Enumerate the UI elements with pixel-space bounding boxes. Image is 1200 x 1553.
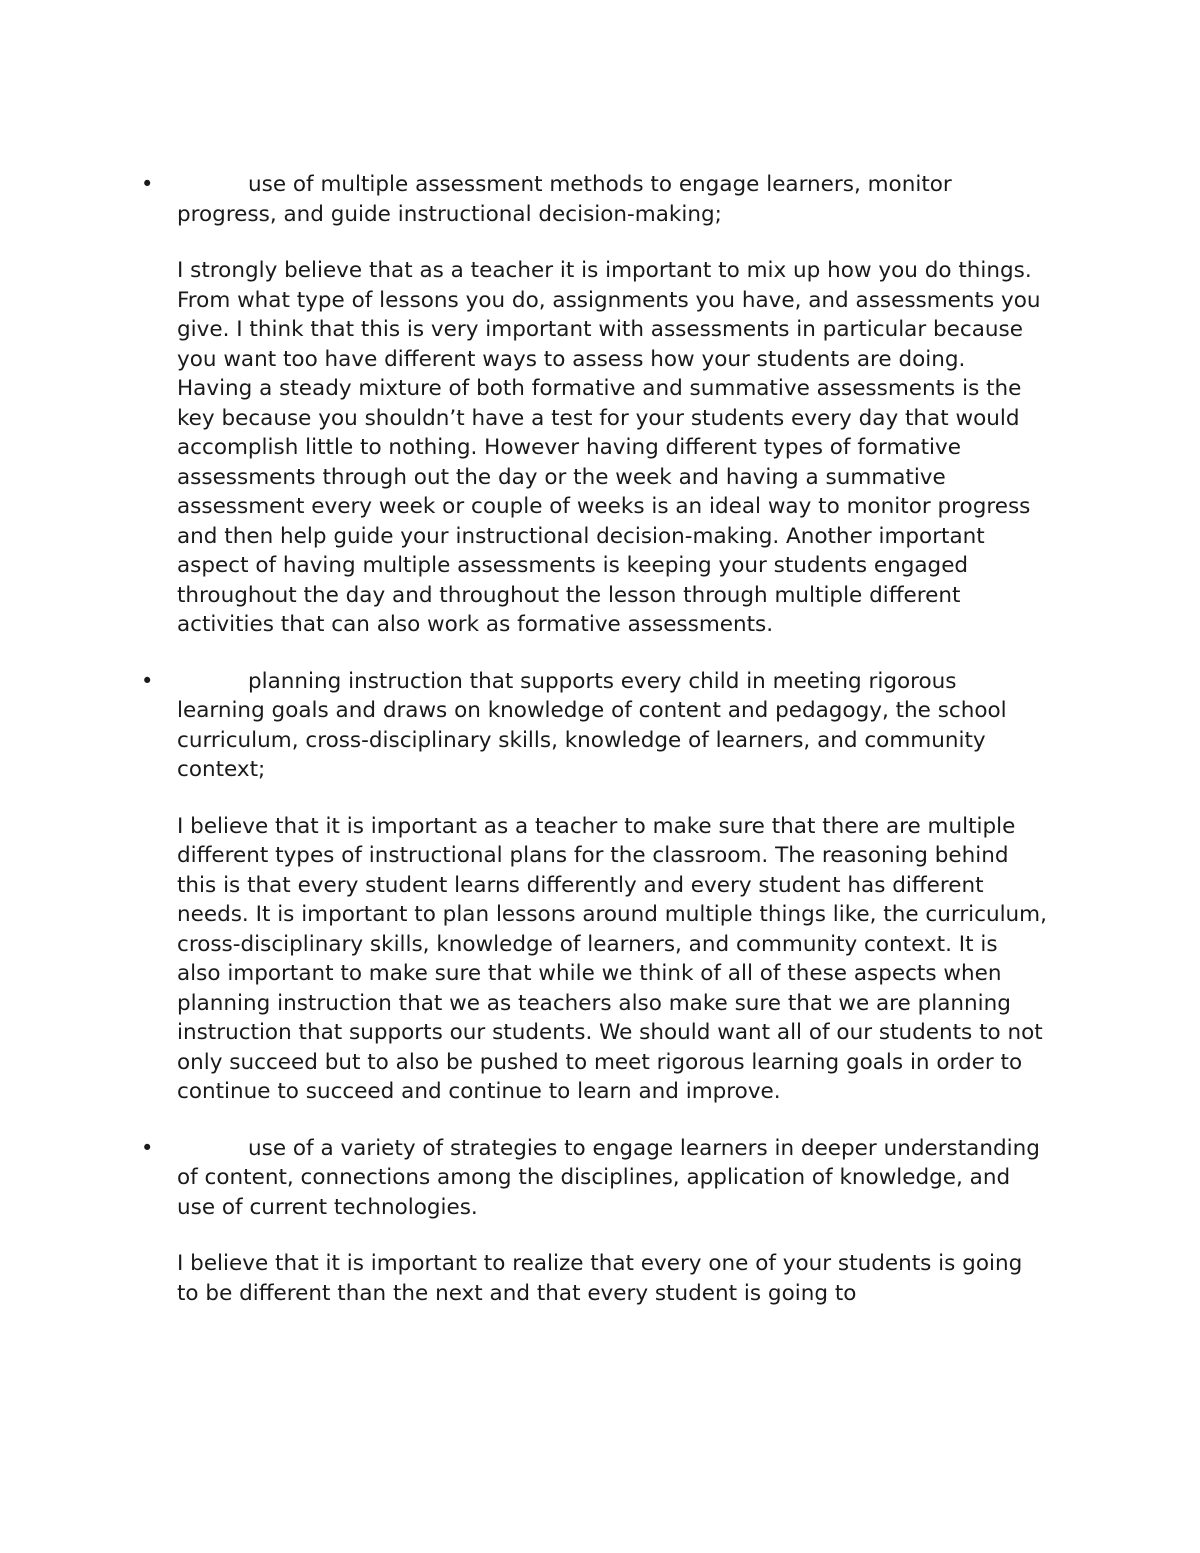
list-item-heading: planning instruction that supports every child in meeting rigorous learning goals and draws on knowledge of content and pedagogy, the school curriculum, cross-disciplinary skills, knowledge of learners, and community context; bbox=[177, 668, 1007, 782]
list-item bbox=[141, 170, 1047, 640]
list-item-heading: use of multiple assessment methods to engage learners, monitor progress, and guide instructional decision-making; bbox=[177, 172, 952, 227]
list-item-paragraph: I strongly believe that as a teacher it is important to mix up how you do things. From what type of lessons you do, assignments you have, and assessments you give. I think that this is very important with assessments in particular because you want too have different ways to assess how your students are doing. Having a steady mixture of both formative and summative assessments is the key because you shouldn’t have a test for your students every day that would accomplish little to nothing. However having different types of formative assessments through out the day or the week and having a summative assessment every week or couple of weeks is an ideal way to monitor progress and then help guide your instructional decision-making. Another important aspect of having multiple assessments is keeping your students engaged throughout the day and throughout the lesson through multiple different activities that can also work as formative assessments. bbox=[177, 258, 1041, 637]
list-item-heading: use of a variety of strategies to engage learners in deeper understanding of content, connections among the disciplines, application of knowledge, and use of current technologies. bbox=[177, 1135, 1040, 1220]
list-item-paragraph: I believe that it is important as a teacher to make sure that there are multiple different types of instructional plans for the classroom. The reasoning behind this is that every student learns differently and every student has different needs. It is important to plan lessons around multiple things like, the curriculum, cross-disciplinary skills, knowledge of learners, and community context. It is also important to make sure that while we think of all of these aspects when planning instruction that we as teachers also make sure that we are planning instruction that supports our students. We should want all of our students to not only succeed but to also be pushed to meet rigorous learning goals in order to continue to succeed and continue to learn and improve. bbox=[177, 813, 1047, 1104]
bullet-icon: • bbox=[141, 172, 154, 196]
bullet-icon: • bbox=[141, 1135, 154, 1160]
list-item bbox=[141, 1134, 1047, 1309]
list-item bbox=[141, 667, 1047, 1107]
list-item-paragraph: I believe that it is important to realize that every one of your students is going to be different than the next and that every student is going to bbox=[177, 1251, 1023, 1306]
bullet-icon: • bbox=[141, 668, 154, 693]
document-body bbox=[141, 170, 1047, 1308]
